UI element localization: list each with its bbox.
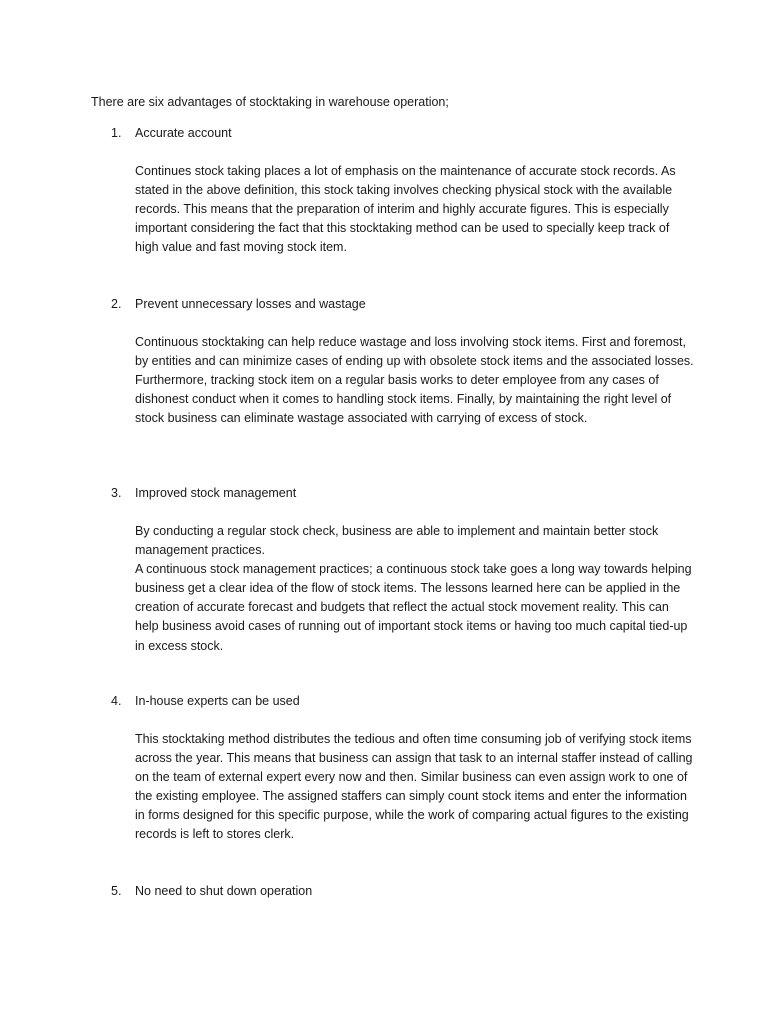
list-item-prevent-losses (111, 295, 711, 428)
list-item-in-house-experts (111, 692, 711, 845)
list-item-heading (111, 692, 711, 711)
paragraph: Continues stock taking places a lot of emphasis on the maintenance of accurate stock records. As stated in the above definition, this stock taking involves checking physical stock with the available records. This means that the preparation of interim and highly accurate figures. This is especially important considering the fact that this stocktaking method can be used to specially keep track of high value and fast moving stock item. (135, 164, 676, 255)
list-item-body (135, 522, 695, 656)
list-item-heading (111, 295, 711, 314)
paragraph: By conducting a regular stock check, business are able to implement and maintain better stock management practices. (135, 524, 659, 558)
list-item-improved-stock-management (111, 484, 711, 656)
list-item-number: 4. (111, 694, 122, 708)
list-item-number: 2. (111, 297, 122, 311)
list-item-heading (111, 484, 711, 503)
list-item-body (135, 730, 695, 845)
intro-text: There are six advantages of stocktaking in warehouse operation; (91, 95, 449, 109)
list-item-title: Improved stock management (135, 486, 297, 500)
list-item-heading (111, 882, 711, 901)
list-item-accurate-account (111, 124, 711, 257)
paragraph: This stocktaking method distributes the tedious and often time consuming job of verifying stock items across the year. This means that business can assign that task to an internal staffer instead of calling on the team of external expert every now and then. Similar business can even assign work to one of the existing employee. The assigned staffers can simply count stock items and enter the information in forms designed for this specific purpose, while the work of comparing actual figures to the existing records is left to stores clerk. (135, 732, 693, 842)
list-item-body (135, 333, 695, 428)
list-item-no-shutdown (111, 882, 711, 901)
list-item-title: No need to shut down operation (135, 884, 313, 898)
list-item-number: 3. (111, 486, 122, 500)
list-item-body (135, 162, 695, 257)
list-item-heading (111, 124, 711, 143)
paragraph: Continuous stocktaking can help reduce wastage and loss involving stock items. First and foremost, by entities and can minimize cases of ending up with obsolete stock items and the associated losses. Furthermore, tracking stock item on a regular basis works to deter employee from any cases of dishonest conduct when it comes to handling stock items. Finally, by maintaining the right level of stock business can eliminate wastage associated with carrying of excess of stock. (135, 335, 694, 426)
list-item-title: Prevent unnecessary losses and wastage (135, 297, 366, 311)
list-item-number: 5. (111, 884, 122, 898)
list-item-title: Accurate account (135, 126, 232, 140)
paragraph: A continuous stock management practices; a continuous stock take goes a long way towards helping business get a clear idea of the flow of stock items. The lessons learned here can be applied in the creation of accurate forecast and budgets that reflect the actual stock movement reality. This can help business avoid cases of running out of important stock items or having too much capital tied-up in excess stock. (135, 562, 692, 653)
list-item-title: In-house experts can be used (135, 694, 300, 708)
list-item-number: 1. (111, 126, 122, 140)
